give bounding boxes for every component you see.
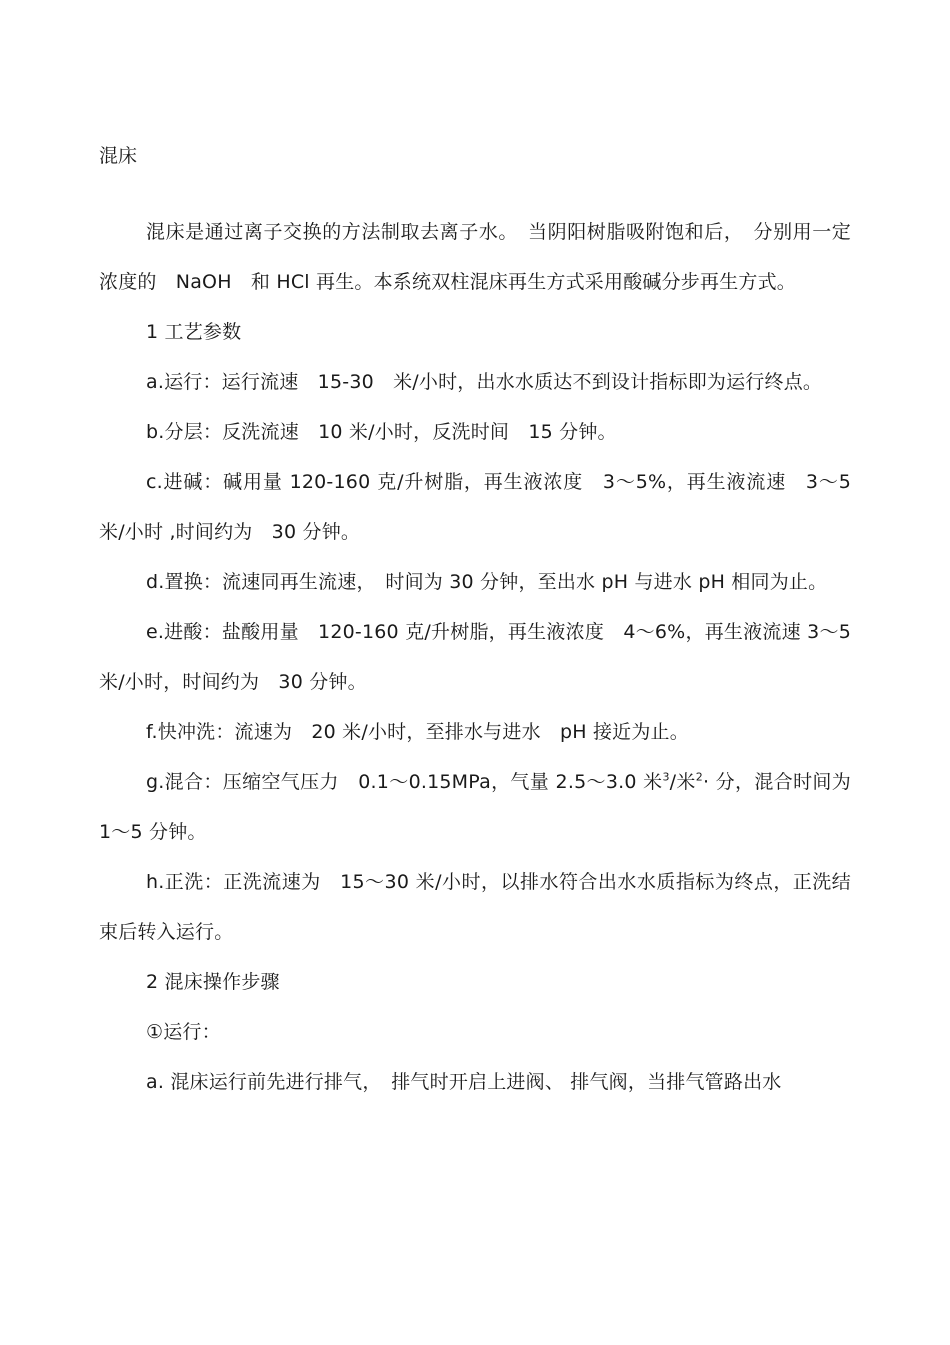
document-body xyxy=(99,207,851,1107)
parameter-operation: a.运行：运行流速 15-30 米/小时，出水水质达不到设计指标即为运行终点。 xyxy=(146,371,823,393)
mixing-text-after: · 分，混合时间为 1～5 分钟。 xyxy=(99,771,851,843)
parameter-mixing xyxy=(99,757,851,857)
superscript-square: 2 xyxy=(695,770,703,784)
parameter-displacement: d.置换：流速同再生流速， 时间为 30 分钟，至出水 pH 与进水 pH 相同为止。 xyxy=(146,571,828,593)
mixing-text-middle: /米 xyxy=(669,771,696,793)
step-operation-heading: ①运行： xyxy=(146,1021,221,1043)
document-title: 混床 xyxy=(99,145,138,167)
mixing-text-before: g.混合：压缩空气压力 0.1～0.15MPa，气量 2.5～3.0 米 xyxy=(146,771,663,793)
parameter-acid-feed: e.进酸：盐酸用量 120-160 克/升树脂，再生液浓度 4～6%，再生液流速 3～5 米/小时，时间约为 30 分钟。 xyxy=(99,621,851,693)
parameter-fast-rinse: f.快冲洗：流速为 20 米/小时，至排水与进水 pH 接近为止。 xyxy=(146,721,689,743)
section-heading-operation-steps: 2 混床操作步骤 xyxy=(146,971,280,993)
superscript-cubic: 3 xyxy=(662,770,670,784)
step-operation-a: a. 混床运行前先进行排气， 排气时开启上进阀、 排气阀，当排气管路出水 xyxy=(146,1071,782,1093)
intro-paragraph: 混床是通过离子交换的方法制取去离子水。 当阴阳树脂吸附饱和后， 分别用一定浓度的 NaOH 和 HCl 再生。本系统双柱混床再生方式采用酸碱分步再生方式。 xyxy=(99,221,851,293)
parameter-layering: b.分层：反洗流速 10 米/小时，反洗时间 15 分钟。 xyxy=(146,421,617,443)
section-heading-process-parameters: 1 工艺参数 xyxy=(146,321,242,343)
parameter-alkali-feed: c.进碱：碱用量 120-160 克/升树脂，再生液浓度 3～5%，再生液流速 3～5 米/小时 ,时间约为 30 分钟。 xyxy=(99,471,851,543)
parameter-forward-wash: h.正洗：正洗流速为 15～30 米/小时，以排水符合出水水质指标为终点，正洗结束后转入运行。 xyxy=(99,871,851,943)
